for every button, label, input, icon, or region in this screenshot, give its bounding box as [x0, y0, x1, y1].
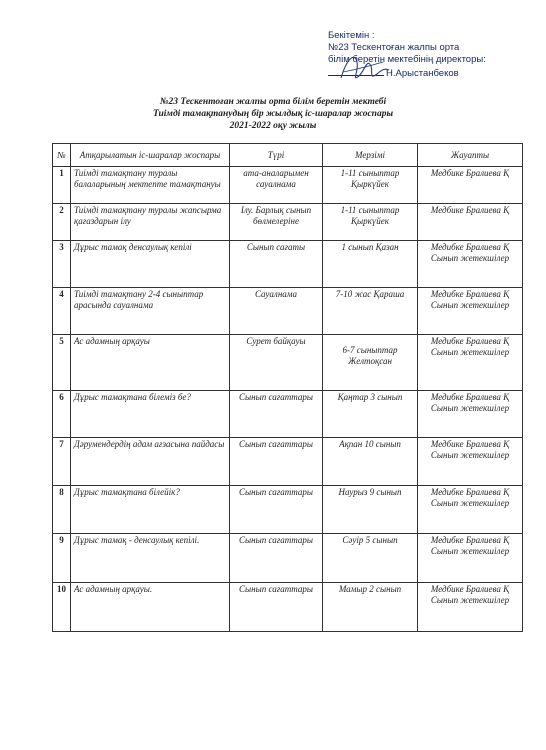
row-number: 2 [53, 204, 71, 241]
approval-title: Бекітемін : [328, 30, 375, 41]
approval-director-name: Н.Арыстанбеков [386, 68, 459, 79]
approval-position: білім беретін мектебінің директоры: [328, 54, 486, 65]
row-term: 1-11 сыныптар Қыркүйек [323, 204, 418, 241]
header-title: Тиімді тамақтанудың бір жылдық іс-шаралар жоспары [152, 109, 394, 119]
table-row [53, 241, 523, 288]
row-term: Наурыз 9 сынып [323, 486, 418, 534]
row-number: 7 [53, 438, 71, 486]
row-responsible: Медбике Бралиева Қ [418, 204, 523, 241]
row-type: Сынып сағаттары [230, 583, 323, 632]
table-row [53, 167, 523, 204]
row-type: Сынып сағаттары [230, 486, 323, 534]
row-event: Дәрумендердің адам ағзасына пайдасы [71, 438, 230, 486]
row-type: Сурет байқауы [230, 335, 323, 391]
column-header-event: Атқарылатын іс-шаралар жоспары [71, 144, 230, 167]
table-row [53, 204, 523, 241]
row-number: 3 [53, 241, 71, 288]
row-type: Сауалнама [230, 288, 323, 335]
row-event: Ас адамның арқауы. [71, 583, 230, 632]
row-responsible: Медибке Бралиева Қ Сынып жетекшілер [418, 288, 523, 335]
row-event: Дұрыс тамақтана білейік? [71, 486, 230, 534]
row-event: Ас адамның арқауы [71, 335, 230, 391]
row-type: Сынып сағаттары [230, 534, 323, 583]
row-term: 6-7 сыныптар Желтоқсан [323, 335, 418, 391]
row-number: 9 [53, 534, 71, 583]
table-row [53, 583, 523, 632]
row-responsible: Медибке Бралиева Қ Сынып жетекшілер [418, 335, 523, 391]
row-type: ата-аналарымен сауалнама [230, 167, 323, 204]
approval-block [328, 30, 540, 80]
table-row [53, 486, 523, 534]
row-responsible: Медибке Бралиева Қ Сынып жетекшілер [418, 486, 523, 534]
activity-plan-table [52, 143, 523, 632]
row-term: Сәуір 5 сынып [323, 534, 418, 583]
row-term: Мамыр 2 сынып [323, 583, 418, 632]
table-header-row [53, 144, 523, 167]
row-term: Ақпан 10 сынып [323, 438, 418, 486]
row-responsible: Медибке Бралиева Қ Сынып жетекшілер [418, 241, 523, 288]
row-responsible: Медибке Бралиева Қ Сынып жетекшілер [418, 534, 523, 583]
row-type: Ілу. Барлық сынып бөлмелеріне [230, 204, 323, 241]
row-event: Тиімді тамақтану туралы балаларының мектепте тамақтануы [71, 167, 230, 204]
column-header-type: Түрі [230, 144, 323, 167]
row-event: Дұрыс тамақ денсаулық кепілі [71, 241, 230, 288]
row-type: Сынып сағаттары [230, 438, 323, 486]
signature-line [328, 66, 384, 76]
table-row [53, 335, 523, 391]
row-number: 1 [53, 167, 71, 204]
column-header-number: № [53, 144, 71, 167]
row-number: 5 [53, 335, 71, 391]
row-event: Дұрыс тамақ - денсаулық кепілі. [71, 534, 230, 583]
approval-school: №23 Тескентоған жалпы орта [328, 42, 460, 53]
row-event: Тиімді тамақтану туралы жапсырма қағаздарын ілу [71, 204, 230, 241]
row-number: 10 [53, 583, 71, 632]
table-row [53, 438, 523, 486]
table-row [53, 391, 523, 438]
row-type: Сынып сағаттары [230, 391, 323, 438]
row-responsible: Медбике Бралиева Қ Сынып жетекшілер [418, 438, 523, 486]
header-year: 2021-2022 оқу жылы [229, 121, 317, 131]
row-event: Тиімді тамақтану 2-4 сыныптар арасында сауалнама [71, 288, 230, 335]
row-term: 7-10 жас Қараша [323, 288, 418, 335]
row-event: Дұрыс тамақтана білеміз бе? [71, 391, 230, 438]
row-number: 8 [53, 486, 71, 534]
row-term: Қаңтар 3 сынып [323, 391, 418, 438]
row-type: Сынып сағаты [230, 241, 323, 288]
table-row [53, 534, 523, 583]
row-number: 4 [53, 288, 71, 335]
row-responsible: Медбике Бралиева Қ [418, 167, 523, 204]
column-header-term: Мерзімі [323, 144, 418, 167]
approval-signature-line [328, 66, 540, 80]
row-responsible: Медбике Бралиева Қ Сынып жетекшілер [418, 583, 523, 632]
row-responsible: Медибке Бралиева Қ Сынып жетекшілер [418, 391, 523, 438]
header-school: №23 Тескентоған жалпы орта білім беретін мектебі [159, 97, 387, 107]
row-term: 1-11 сыныптар Қыркүйек [323, 167, 418, 204]
row-number: 6 [53, 391, 71, 438]
column-header-responsible: Жауапты [418, 144, 523, 167]
document-header [0, 96, 546, 132]
table-row [53, 288, 523, 335]
row-term: 1 сынып Қазан [323, 241, 418, 288]
